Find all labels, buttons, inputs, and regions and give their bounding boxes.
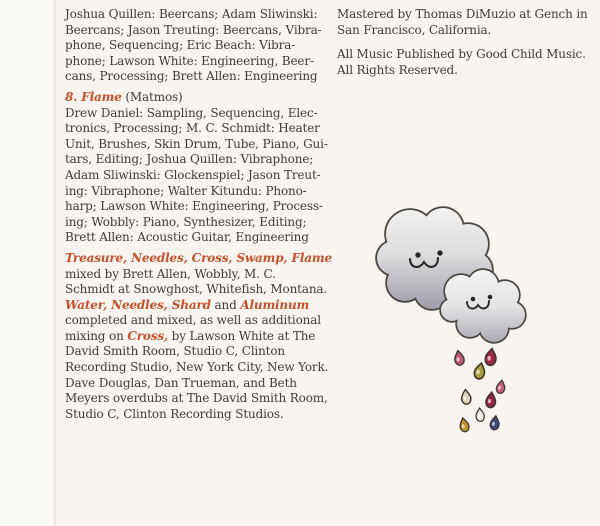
credit-text: David Smith Room, Studio C, Clinton: [65, 344, 286, 359]
credit-text: All Rights Reserved.: [337, 62, 458, 77]
page-crease: [54, 0, 56, 526]
small-cloud-left-eye: [471, 297, 476, 302]
credit-text: Beercans; Jason Treuting: Beercans, Vibra-: [65, 22, 322, 37]
raindrop: [485, 392, 496, 408]
track-title-accent: Cross,: [127, 328, 168, 343]
credit-line: [65, 199, 321, 215]
credit-line: [65, 391, 328, 407]
credit-text: mixed by Brett Allen, Wobbly, M. C.: [65, 266, 276, 281]
track-title-accent: Water, Needles, Shard: [65, 297, 211, 312]
credit-line: [337, 63, 577, 79]
credit-text: completed and mixed, as well as additional: [65, 313, 321, 328]
credit-text: Drew Daniel: Sampling, Sequencing, Elec-: [65, 105, 318, 120]
credit-line: [65, 38, 321, 54]
credit-line: [65, 407, 321, 423]
credit-text: Joshua Quillen: Beercans; Adam Sliwinski:: [65, 7, 318, 21]
credit-text: All Music Published by Good Child Music.: [337, 47, 586, 62]
credit-line: [65, 215, 321, 231]
credit-line: [65, 23, 321, 39]
credit-line: [65, 329, 321, 345]
credit-text: Mastered by Thomas DiMuzio at Gench in: [337, 7, 588, 21]
credit-line: [65, 360, 329, 376]
credits-left-column: [65, 7, 332, 427]
page-left-margin: [0, 0, 54, 526]
credit-line: [65, 282, 328, 298]
credit-text: Meyers overdubs at The David Smith Room,: [65, 391, 328, 406]
track-title-accent: Treasure, Needles, Cross, Swamp, Flame: [65, 250, 332, 265]
raindrop: [461, 389, 472, 405]
credit-line: [65, 136, 328, 153]
credit-text: Brett Allen: Acoustic Guitar, Engineering: [65, 230, 309, 245]
track-title-accent: Aluminum: [240, 297, 310, 312]
credit-line: [65, 152, 321, 168]
credit-line: [337, 23, 577, 39]
cloud-rain-illustration: [360, 190, 600, 450]
credit-text: ing; Wobbly: Piano, Synthesizer, Editing;: [65, 214, 307, 229]
credit-paragraph: [337, 47, 586, 78]
credit-line: [65, 168, 321, 184]
credit-line: [65, 250, 332, 267]
credit-line: [65, 298, 321, 314]
credit-text: Unit, Brushes, Skin Drum, Tube, Piano, Gui-: [65, 136, 328, 151]
credit-text: harp; Lawson White: Engineering, Process-: [65, 199, 323, 214]
large-cloud-right-eye: [437, 250, 442, 255]
credit-text: by Lawson White at The: [168, 328, 316, 343]
raindrop: [473, 362, 486, 380]
credit-text: Dave Douglas, Dan Trueman, and Beth: [65, 375, 297, 390]
credit-line: [65, 230, 321, 246]
credit-line: [65, 313, 321, 329]
credit-text: cans, Processing; Brett Allen: Engineering: [65, 69, 318, 84]
credit-text: ing: Vibraphone; Walter Kitundu: Phono-: [65, 183, 307, 198]
credit-text: mixing on: [65, 328, 128, 343]
credit-text: (Matmos): [121, 89, 183, 104]
credit-text: phone; Lawson White: Engineering, Beer-: [65, 53, 314, 68]
credit-paragraph: [65, 250, 332, 423]
credit-text: Studio C, Clinton Recording Studios.: [65, 406, 284, 421]
track-title-accent: 8. Flame: [65, 89, 122, 104]
credit-text: tronics, Processing; M. C. Schmidt: Heater: [65, 121, 320, 136]
cloud-small: [441, 270, 525, 342]
raindrop: [490, 415, 501, 430]
credit-text: phone, Sequencing; Eric Beach: Vibra-: [65, 38, 296, 53]
credit-text: Recording Studio, New York City, New York.: [65, 360, 329, 375]
credit-text: tars, Editing; Joshua Quillen: Vibraphone;: [65, 152, 314, 167]
raindrop: [484, 348, 497, 366]
raindrop: [496, 380, 506, 394]
large-cloud-left-eye: [415, 252, 420, 257]
credit-text: Adam Sliwinski: Glockenspiel; Jason Treut-: [65, 167, 321, 182]
credit-line: [337, 47, 586, 63]
credit-line: [65, 344, 321, 360]
credit-line: [65, 90, 321, 106]
credit-line: [65, 184, 321, 200]
credit-paragraph: [337, 7, 588, 38]
credit-paragraph: [65, 89, 328, 246]
raindrop: [453, 350, 465, 366]
raindrops: [453, 348, 506, 433]
credit-line: [65, 106, 321, 122]
credit-paragraph: [65, 7, 321, 85]
credits-right-column: [337, 7, 588, 87]
raindrop: [475, 408, 484, 422]
credit-line: [65, 7, 321, 23]
credit-line: [337, 7, 588, 23]
credit-text: San Francisco, California.: [337, 22, 492, 37]
credit-line: [65, 69, 321, 85]
credit-text: and: [210, 297, 241, 312]
credit-line: [65, 376, 321, 392]
credit-line: [65, 267, 321, 283]
small-cloud-right-eye: [488, 295, 493, 300]
credit-text: Schmidt at Snowghost, Whitefish, Montana.: [65, 282, 328, 297]
raindrop: [458, 417, 469, 432]
credit-line: [65, 121, 321, 137]
credit-line: [65, 54, 321, 70]
